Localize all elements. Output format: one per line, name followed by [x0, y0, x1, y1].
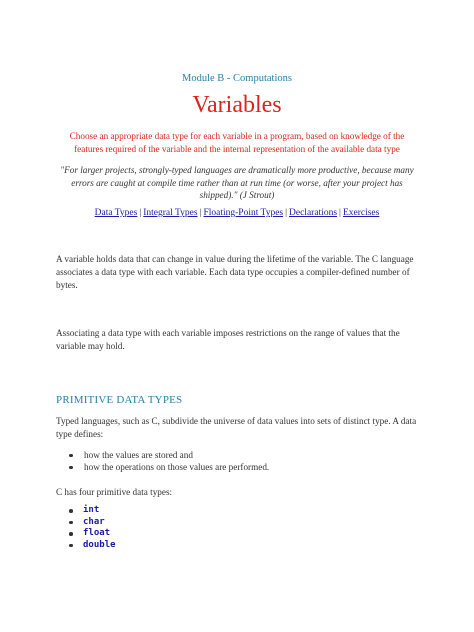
list-item: how the operations on those values are performed.: [56, 461, 269, 473]
link-exercises[interactable]: Exercises: [342, 208, 380, 218]
primitive-types-intro: C has four primitive data types:: [56, 487, 173, 497]
nav-separator: |: [199, 208, 202, 218]
typed-languages-paragraph: Typed languages, such as C, subdivide the universe of data values into sets of distinct type. A data type defines:: [56, 416, 417, 439]
restriction-paragraph: Associating a data type with each variable imposes restrictions on the range of values that the variable may hold.: [56, 328, 400, 351]
nav-separator: |: [339, 208, 341, 218]
intro-paragraph: A variable holds data that can change in value during the lifetime of the variable. The C language associates a data type with each variable. Each data type occupies a compiler-defined number of bytes.: [56, 254, 414, 290]
page-title: Variables: [192, 92, 282, 118]
type-char: char: [56, 517, 116, 529]
link-declarations[interactable]: Declarations: [289, 208, 338, 218]
type-int: int: [56, 505, 116, 517]
section-heading: PRIMITIVE DATA TYPES: [56, 394, 183, 406]
topic-nav: [0, 208, 474, 218]
primitive-types-list: [56, 505, 116, 551]
link-data-types[interactable]: Data Types: [94, 208, 138, 218]
type-double: double: [56, 540, 116, 552]
list-item: how the values are stored and: [56, 449, 269, 461]
learning-objective: Choose an appropriate data type for each variable in a program, based on knowledge of the features required of the variable and the internal representation of the available data type: [69, 131, 405, 154]
quote: "For larger projects, strongly-typed languages are dramatically more productive, because many errors are caught at compile time rather than at run time (or worse, after your project has shipped)." (J Strout): [60, 165, 414, 200]
link-floating-point-types[interactable]: Floating-Point Types: [203, 208, 284, 218]
nav-separator: |: [285, 208, 288, 218]
nav-separator: |: [139, 208, 142, 218]
type-float: float: [56, 528, 116, 540]
link-integral-types[interactable]: Integral Types: [143, 208, 198, 218]
defines-list: [56, 449, 269, 473]
module-label: Module B - Computations: [182, 73, 292, 84]
